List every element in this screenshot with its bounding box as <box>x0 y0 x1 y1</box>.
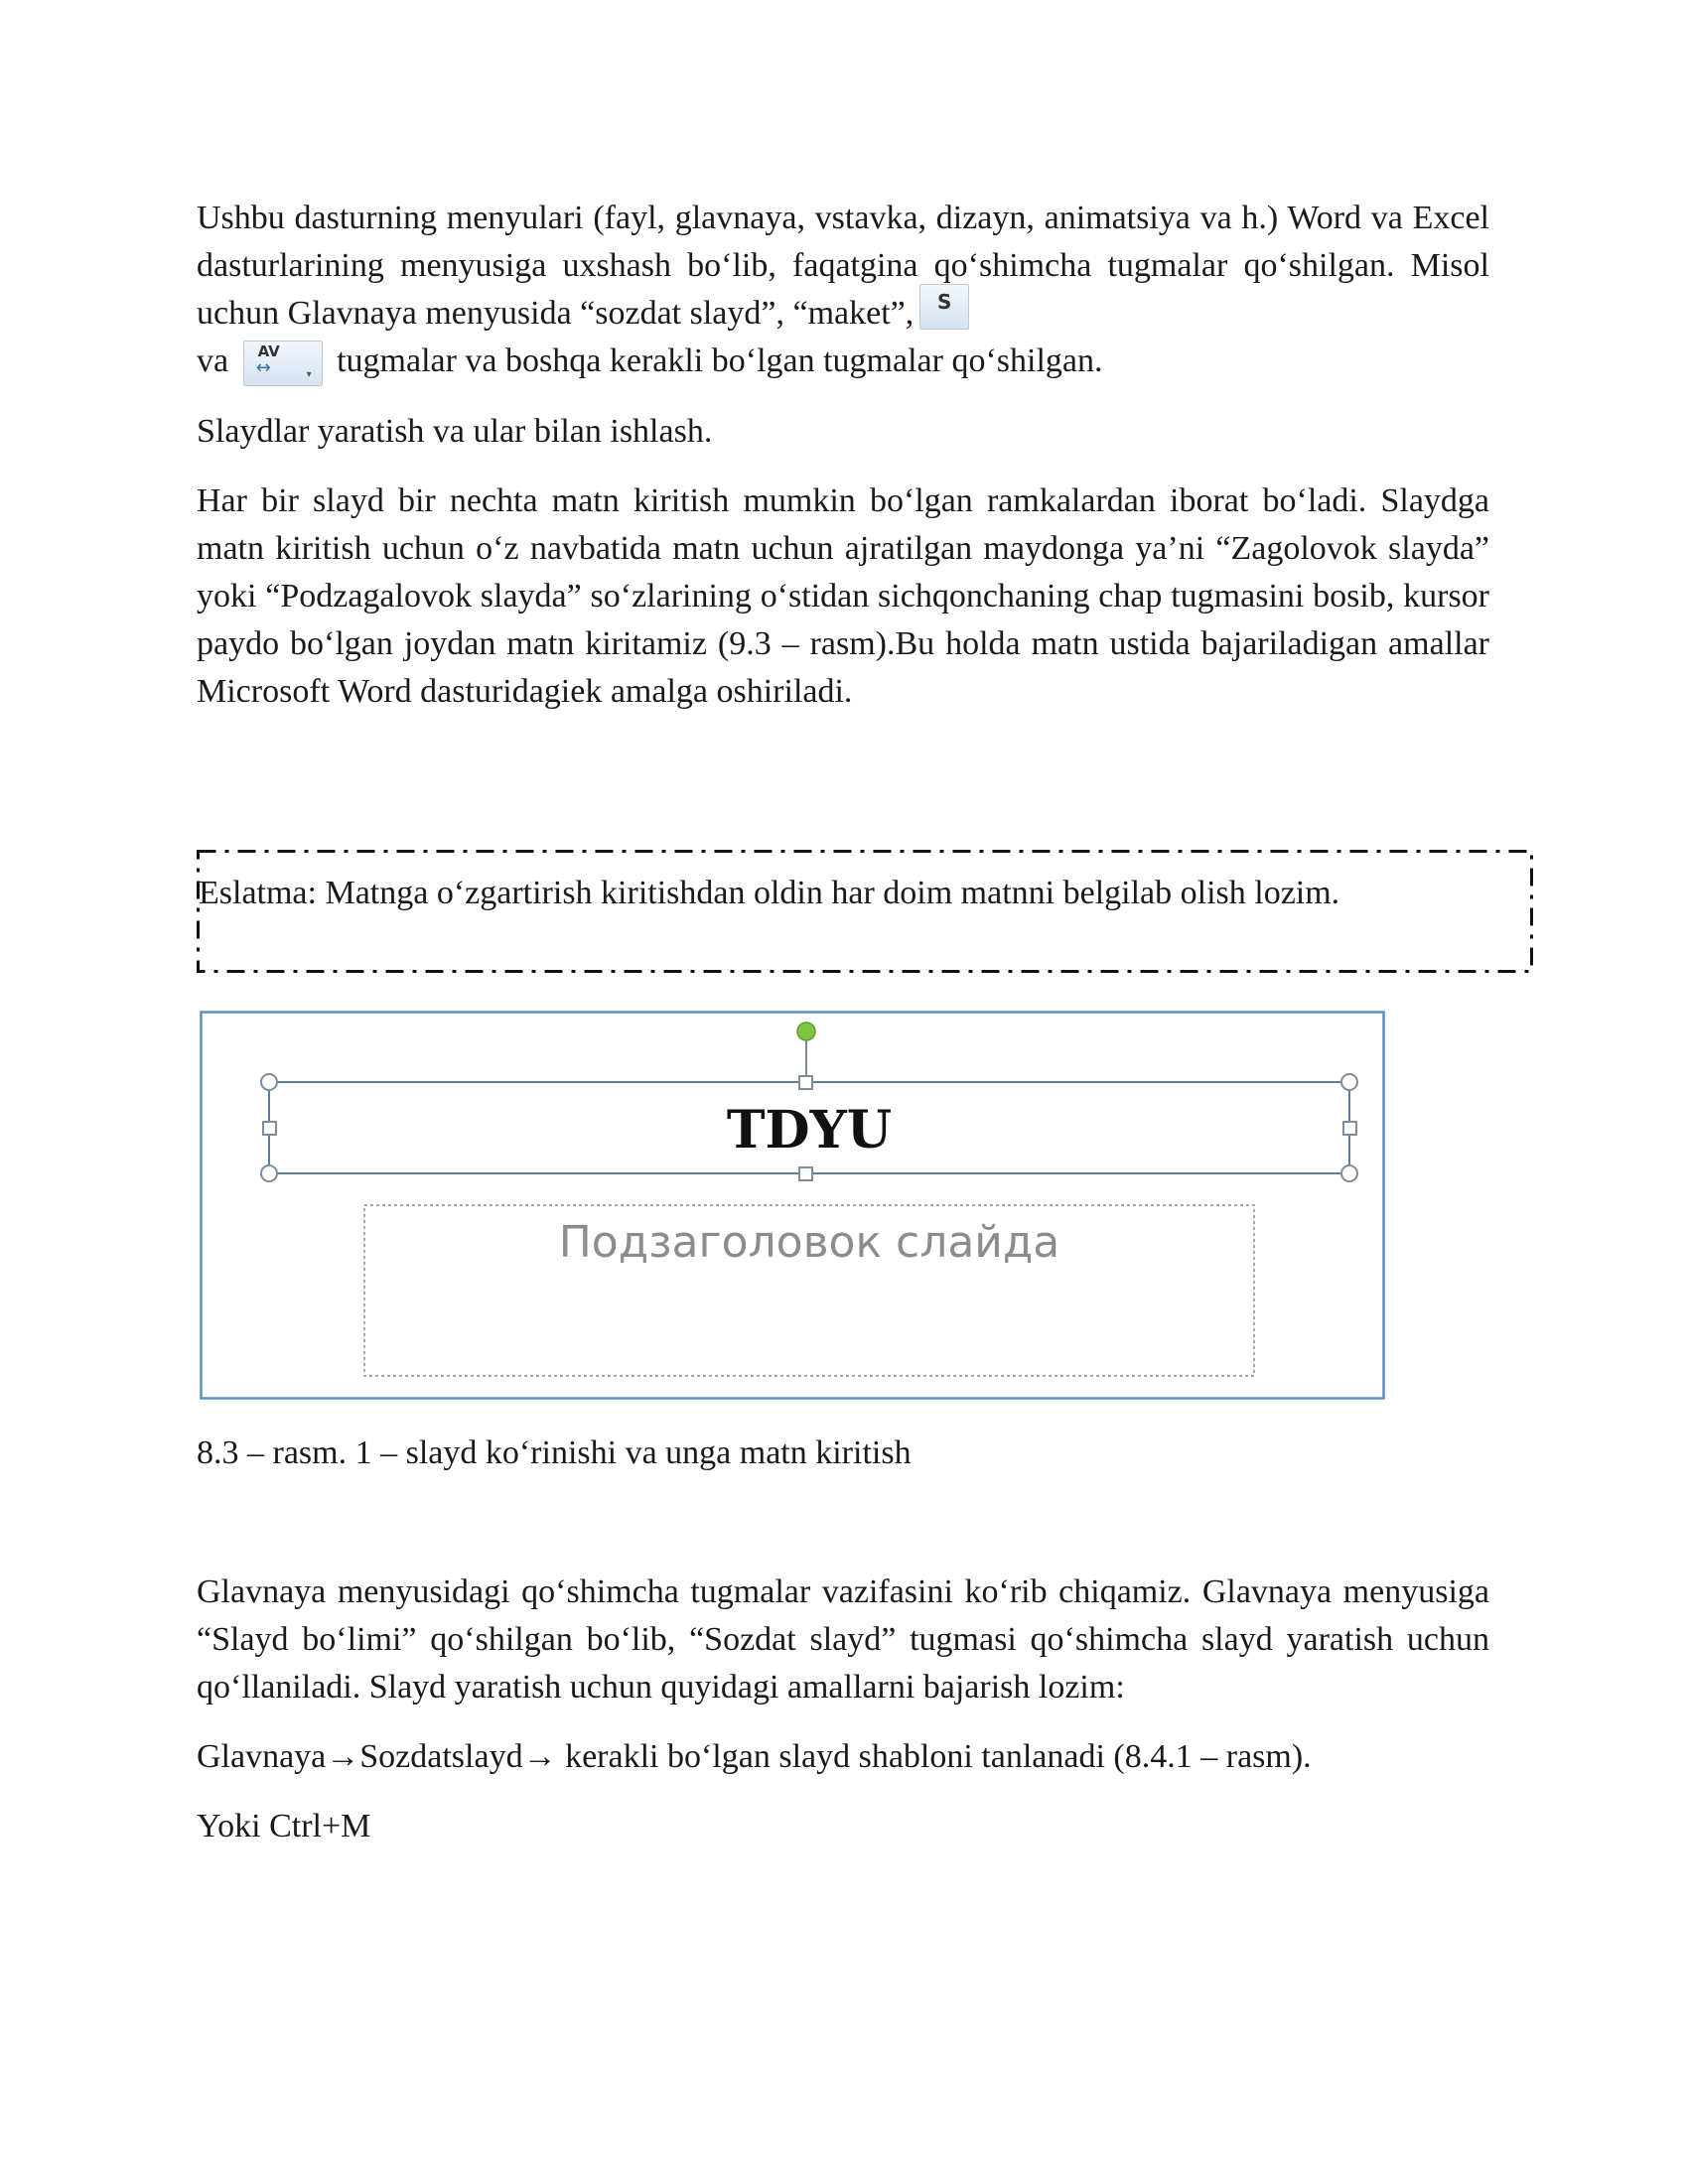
figure-caption: 8.3 – rasm. 1 – slayd ko‘rinishi va unga matn kiritish <box>197 1434 912 1471</box>
note-text: Eslatma: Matnga o‘zgartirish kiritishdan oldin har doim matnni belgilab olish lozim. <box>199 875 1340 911</box>
character-spacing-glyph: AV <box>257 342 280 361</box>
paragraph-steps: Glavnaya→Sozdatslayd→ kerakli bo‘lgan slayd shabloni tanlanadi (8.4.1 – rasm). <box>197 1738 1312 1775</box>
slide-figure <box>200 1011 1385 1400</box>
paragraph-shortcut: Yoki Ctrl+M <box>197 1808 371 1844</box>
document-body-top <box>197 195 1489 716</box>
paragraph-glavnaya: Glavnaya menyusidagi qo‘shimcha tugmalar vazifasini ko‘rib chiqamiz. Glavnaya menyusiga “Slayd bo‘limi” qo‘shilgan bo‘lib, “Sozdat slayd” tugmasi qo‘shimcha slayd yaratish uchun qo‘llaniladi. Slayd yaratish uchun quyidagi amallarni bajarish lozim: <box>197 1573 1489 1706</box>
document-body-bottom <box>197 1569 1489 1850</box>
character-spacing-arrows-icon: ↔ <box>255 357 271 379</box>
paragraph-menus <box>197 195 1489 386</box>
character-spacing-button-icon <box>243 341 323 386</box>
shadow-text-glyph: S <box>937 290 952 315</box>
slide-title: TDYU <box>726 1099 893 1160</box>
paragraph-menus-text-a: Ushbu dasturning menyulari (fayl, glavnaya, vstavka, dizayn, animatsiya va h.) Word va Excel dasturlarining menyusiga uxshash bo‘lib, faqatgina qo‘shimcha tugmalar qo‘shilgan. Misol uchun Glavnaya menyusida “sozdat slayd”, “maket”, <box>197 200 1489 332</box>
paragraph-menus-text-b: va <box>197 342 229 379</box>
note-box <box>197 850 1533 973</box>
rotate-handle[interactable] <box>797 1023 815 1040</box>
slide-title-placeholder[interactable] <box>269 1084 1349 1173</box>
slide-subtitle-placeholder[interactable] <box>364 1205 1254 1376</box>
shadow-text-button-icon <box>919 284 969 330</box>
paragraph-slide-text: Har bir slayd bir nechta matn kiritish mumkin bo‘lgan ramkalardan iborat bo‘ladi. Slaydga matn kiritish uchun o‘z navbatida matn uchun ajratilgan maydonga ya’ni “Zagolovok slayda” yoki “Podzagalovok slayda” so‘zlarining o‘stidan sichqonchaning chap tugmasini bosib, kursor paydo bo‘lgan joydan matn kiritamiz (9.3 – rasm).Bu holda matn ustida bajariladigan amallar Microsoft Word dasturidagiek amalga oshiriladi. <box>197 482 1489 711</box>
dropdown-arrow-icon: ▾ <box>306 369 312 381</box>
slide-subtitle-text: Подзаголовок слайда <box>558 1217 1060 1268</box>
heading-slides: Slaydlar yaratish va ular bilan ishlash. <box>197 413 713 451</box>
paragraph-menus-text-c: tugmalar va boshqa kerakli bo‘lgan tugmalar qo‘shilgan. <box>337 342 1103 379</box>
